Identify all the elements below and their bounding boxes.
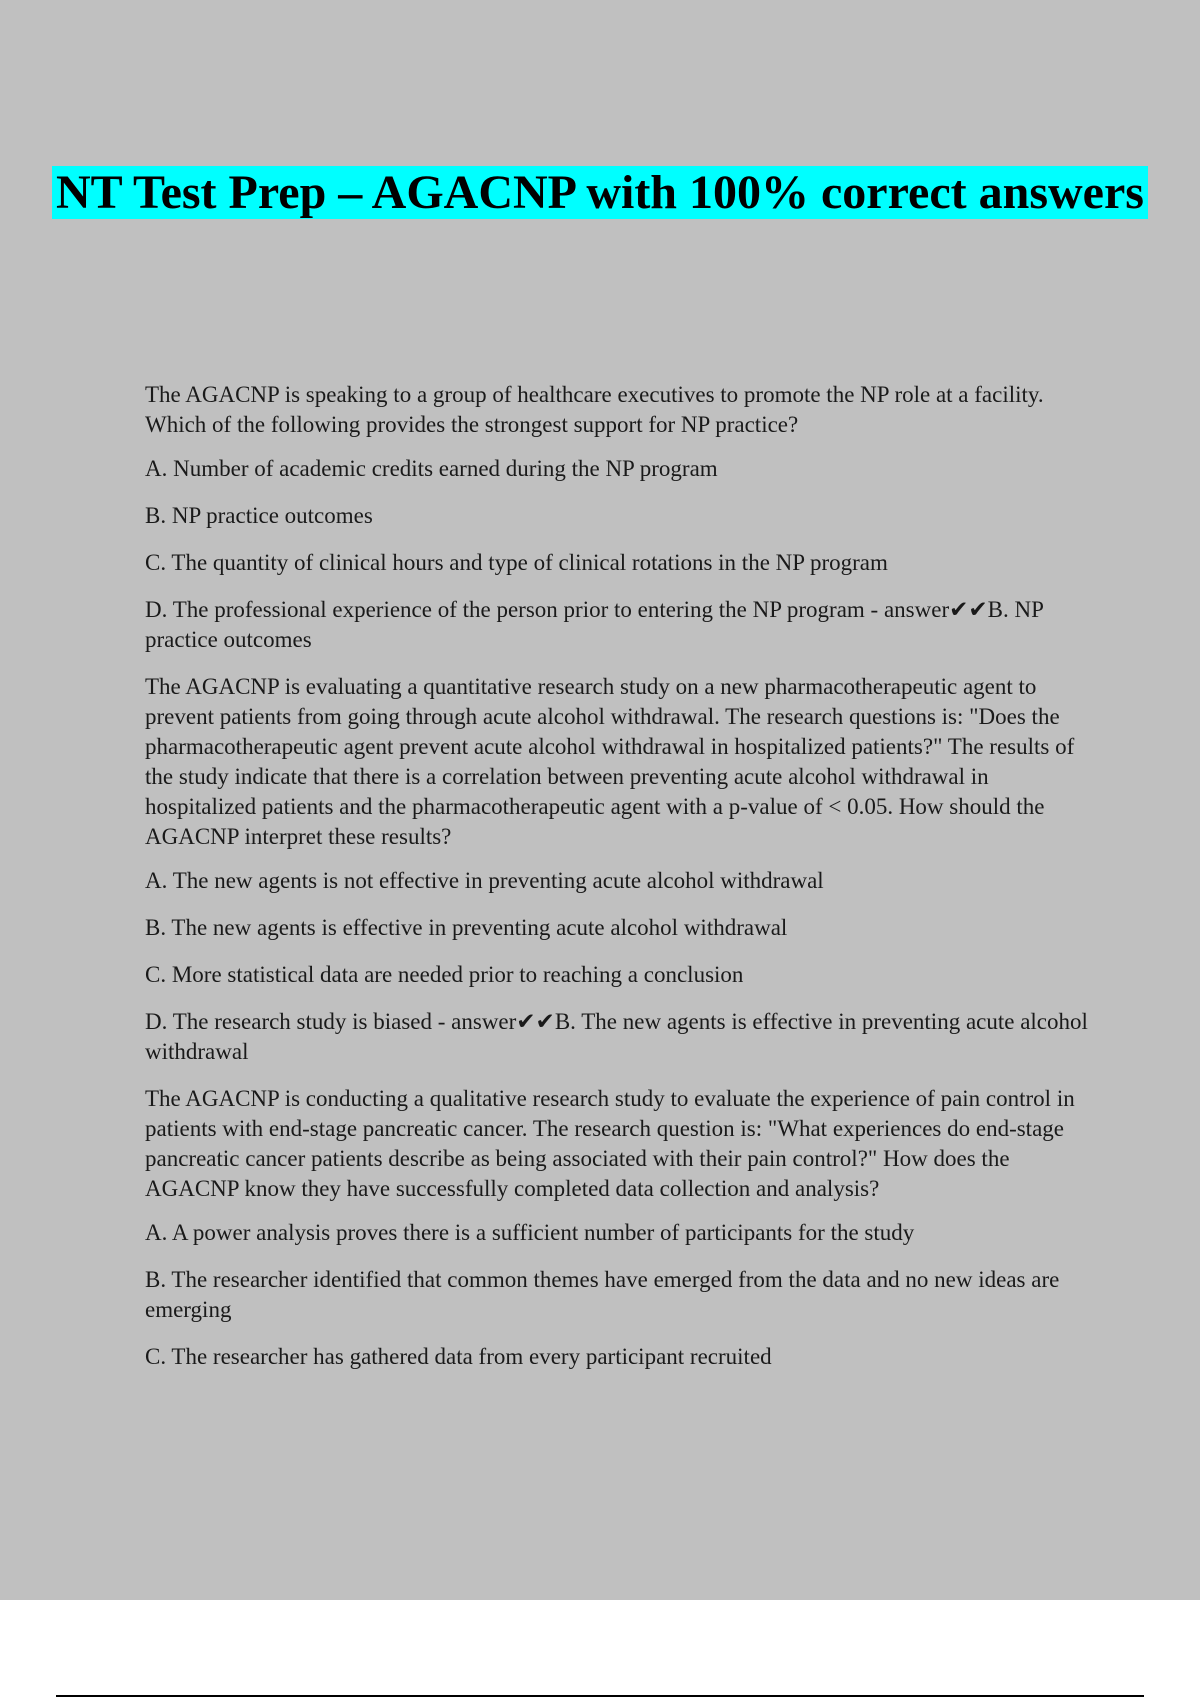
question-1-option-b: B. NP practice outcomes	[145, 503, 373, 528]
question-3-option-b: B. The researcher identified that common themes have emerged from the data and no new ideas are emerging	[145, 1267, 1060, 1322]
question-3-option-c: C. The researcher has gathered data from every participant recruited	[145, 1344, 772, 1369]
question-3-option-a: A. A power analysis proves there is a sufficient number of participants for the study	[145, 1220, 915, 1245]
question-2-stem: The AGACNP is evaluating a quantitative research study on a new pharmacotherapeutic agent to prevent patients from going through acute alcohol withdrawal. The research questions is: "Does the pharmacotherapeutic agent prevent acute alcohol withdrawal in hospitalized patients?" The results of the study indicate that there is a correlation between preventing acute alcohol withdrawal in hospitalized patients and the pharmacotherapeutic agent with a p-value of < 0.05. How should the AGACNP interpret these results?	[145, 674, 1075, 849]
question-1-option-d-answer: D. The professional experience of the person prior to entering the NP program - answer✔✔B. NP practice outcomes	[145, 597, 1044, 652]
page-footer-rule	[56, 1695, 1144, 1697]
document-body	[145, 380, 1090, 1389]
question-2-option-c: C. More statistical data are needed prior to reaching a conclusion	[145, 962, 744, 987]
question-2-option-a: A. The new agents is not effective in preventing acute alcohol withdrawal	[145, 868, 824, 893]
question-1-stem: The AGACNP is speaking to a group of healthcare executives to promote the NP role at a facility. Which of the following provides the strongest support for NP practice?	[145, 382, 1044, 437]
question-2-option-b: B. The new agents is effective in preventing acute alcohol withdrawal	[145, 915, 788, 940]
title-highlight: NT Test Prep – AGACNP with 100% correct answers	[52, 166, 1148, 219]
question-3-stem: The AGACNP is conducting a qualitative research study to evaluate the experience of pain control in patients with end-stage pancreatic cancer. The research question is: "What experiences do end-stage pancreatic cancer patients describe as being associated with their pain control?" How does the AGACNP know they have successfully completed data collection and analysis?	[145, 1086, 1075, 1201]
question-1-option-a: A. Number of academic credits earned during the NP program	[145, 456, 718, 481]
question-2-option-d-answer: D. The research study is biased - answer✔✔B. The new agents is effective in preventing acute alcohol withdrawal	[145, 1009, 1088, 1064]
question-1-option-c: C. The quantity of clinical hours and type of clinical rotations in the NP program	[145, 550, 888, 575]
document-title	[0, 162, 1200, 224]
